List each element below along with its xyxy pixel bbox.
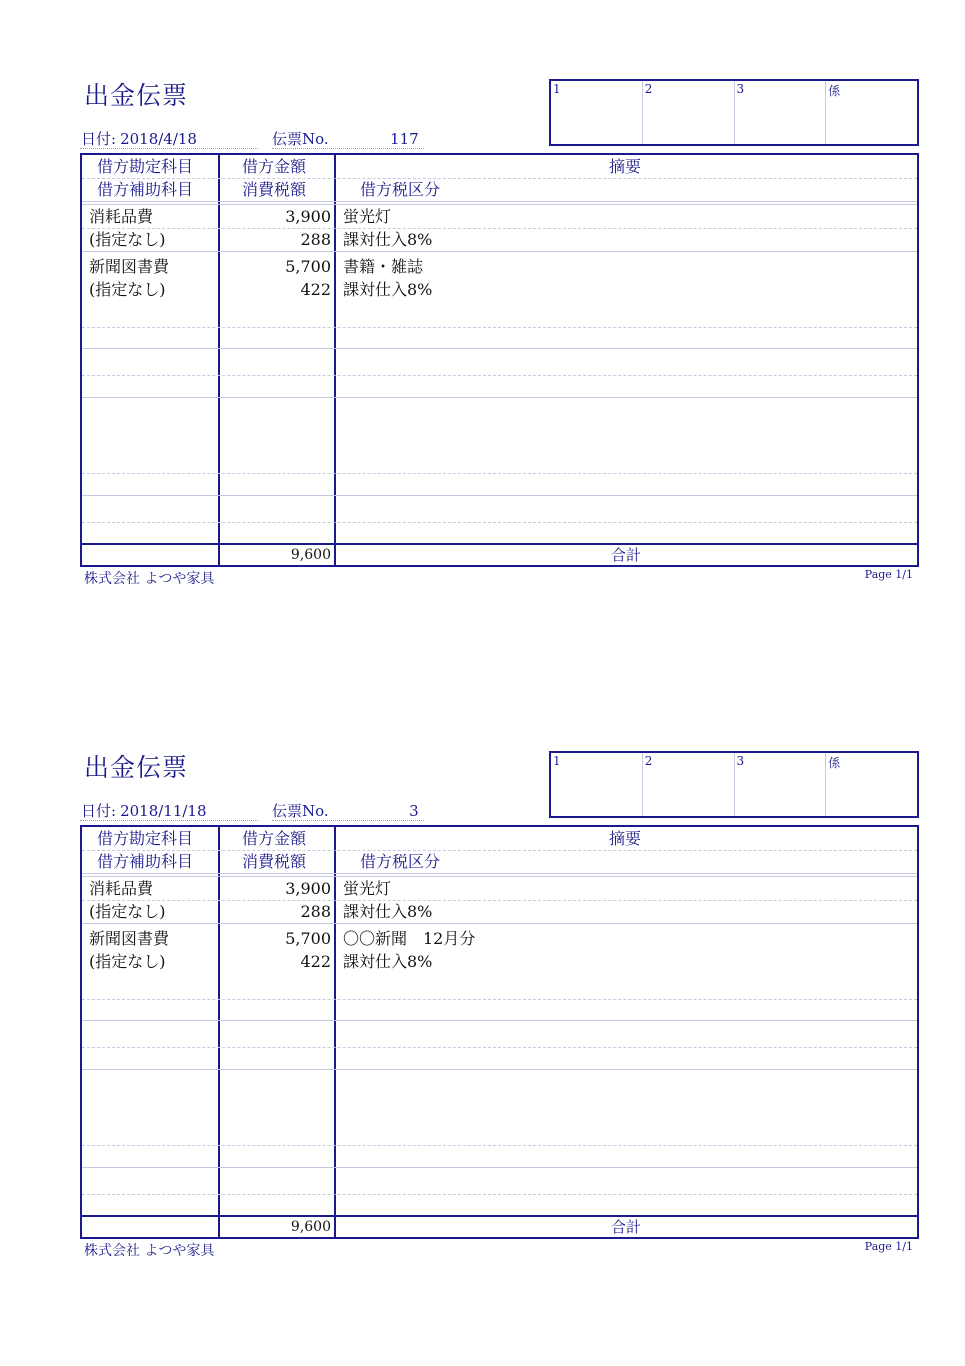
entry-tax: 288 xyxy=(300,902,331,921)
entry-tax: 422 xyxy=(300,280,331,299)
page-number: Page 1/1 xyxy=(864,1240,913,1253)
entry-summary: 蛍光灯 xyxy=(343,207,392,226)
voucher-table xyxy=(80,825,919,1239)
date-underline xyxy=(80,820,258,821)
entry-amount: 5,700 xyxy=(285,929,331,948)
voucher-number-value: 117 xyxy=(390,130,419,148)
approval-stamp-box xyxy=(549,79,919,146)
entry-account: 消耗品費 xyxy=(89,207,154,226)
total-amount: 9,600 xyxy=(290,1219,331,1235)
voucher-number-underline xyxy=(272,820,424,821)
entry-summary: 蛍光灯 xyxy=(343,879,392,898)
company-name: 株式会社 よつや家具 xyxy=(84,1243,215,1259)
entry-amount: 5,700 xyxy=(285,257,331,276)
voucher xyxy=(0,672,965,1259)
entry-account: 新聞図書費 xyxy=(89,929,170,948)
column-divider xyxy=(334,827,336,1237)
entry-amount: 3,900 xyxy=(285,879,331,898)
voucher-number-field xyxy=(272,800,419,821)
voucher-number-field xyxy=(272,128,419,149)
header-consumption-tax: 消費税額 xyxy=(242,852,307,871)
voucher-number-underline xyxy=(272,148,424,149)
entry-account: 消耗品費 xyxy=(89,879,154,898)
date-label: 日付: xyxy=(81,130,117,148)
approval-cell-clerk[interactable]: 係 xyxy=(828,756,841,770)
page-number: Page 1/1 xyxy=(864,568,913,581)
voucher-title: 出金伝票 xyxy=(84,81,189,110)
entry-tax-category: 課対仕入8% xyxy=(343,902,433,921)
header-debit-amount: 借方金額 xyxy=(242,829,307,848)
voucher xyxy=(0,0,965,587)
total-label: 合計 xyxy=(611,546,642,564)
header-debit-sub-account: 借方補助科目 xyxy=(97,180,194,199)
column-divider xyxy=(334,155,336,565)
voucher-table xyxy=(80,153,919,567)
entry-sub-account: (指定なし) xyxy=(89,280,166,299)
header-tax-category: 借方税区分 xyxy=(360,852,441,871)
entry-sub-account: (指定なし) xyxy=(89,952,166,971)
approval-cell-1[interactable]: 1 xyxy=(551,81,643,144)
approval-stamp-box xyxy=(549,751,919,818)
entry-summary: 〇〇新聞 12月分 xyxy=(343,929,476,948)
date-underline xyxy=(80,148,258,149)
entry-account: 新聞図書費 xyxy=(89,257,170,276)
date-field xyxy=(81,128,197,149)
voucher-title: 出金伝票 xyxy=(84,753,189,782)
voucher-number-label: 伝票No. xyxy=(272,130,329,148)
approval-cell-3[interactable]: 3 xyxy=(735,753,827,816)
header-debit-sub-account: 借方補助科目 xyxy=(97,852,194,871)
entry-tax: 422 xyxy=(300,952,331,971)
entry-tax-category: 課対仕入8% xyxy=(343,952,433,971)
date-label: 日付: xyxy=(81,802,117,820)
header-summary: 摘要 xyxy=(609,829,642,848)
header-debit-account: 借方勘定科目 xyxy=(97,829,194,848)
header-debit-account: 借方勘定科目 xyxy=(97,157,194,176)
header-consumption-tax: 消費税額 xyxy=(242,180,307,199)
voucher-number-label: 伝票No. xyxy=(272,802,329,820)
total-amount: 9,600 xyxy=(290,547,331,563)
date-field xyxy=(81,800,207,821)
date-value: 2018/4/18 xyxy=(120,130,197,148)
entry-tax-category: 課対仕入8% xyxy=(343,230,433,249)
entry-amount: 3,900 xyxy=(285,207,331,226)
total-label: 合計 xyxy=(611,1218,642,1236)
entry-sub-account: (指定なし) xyxy=(89,902,166,921)
voucher-number-value: 3 xyxy=(409,802,419,820)
header-tax-category: 借方税区分 xyxy=(360,180,441,199)
approval-cell-2[interactable]: 2 xyxy=(643,81,735,144)
approval-cell-clerk[interactable]: 係 xyxy=(828,84,841,98)
entry-summary: 書籍・雑誌 xyxy=(343,257,424,276)
company-name: 株式会社 よつや家具 xyxy=(84,571,215,587)
date-value: 2018/11/18 xyxy=(120,802,207,820)
approval-cell-3[interactable]: 3 xyxy=(735,81,827,144)
approval-cell-1[interactable]: 1 xyxy=(551,753,643,816)
header-debit-amount: 借方金額 xyxy=(242,157,307,176)
header-summary: 摘要 xyxy=(609,157,642,176)
entry-tax-category: 課対仕入8% xyxy=(343,280,433,299)
entry-sub-account: (指定なし) xyxy=(89,230,166,249)
entry-tax: 288 xyxy=(300,230,331,249)
approval-cell-2[interactable]: 2 xyxy=(643,753,735,816)
